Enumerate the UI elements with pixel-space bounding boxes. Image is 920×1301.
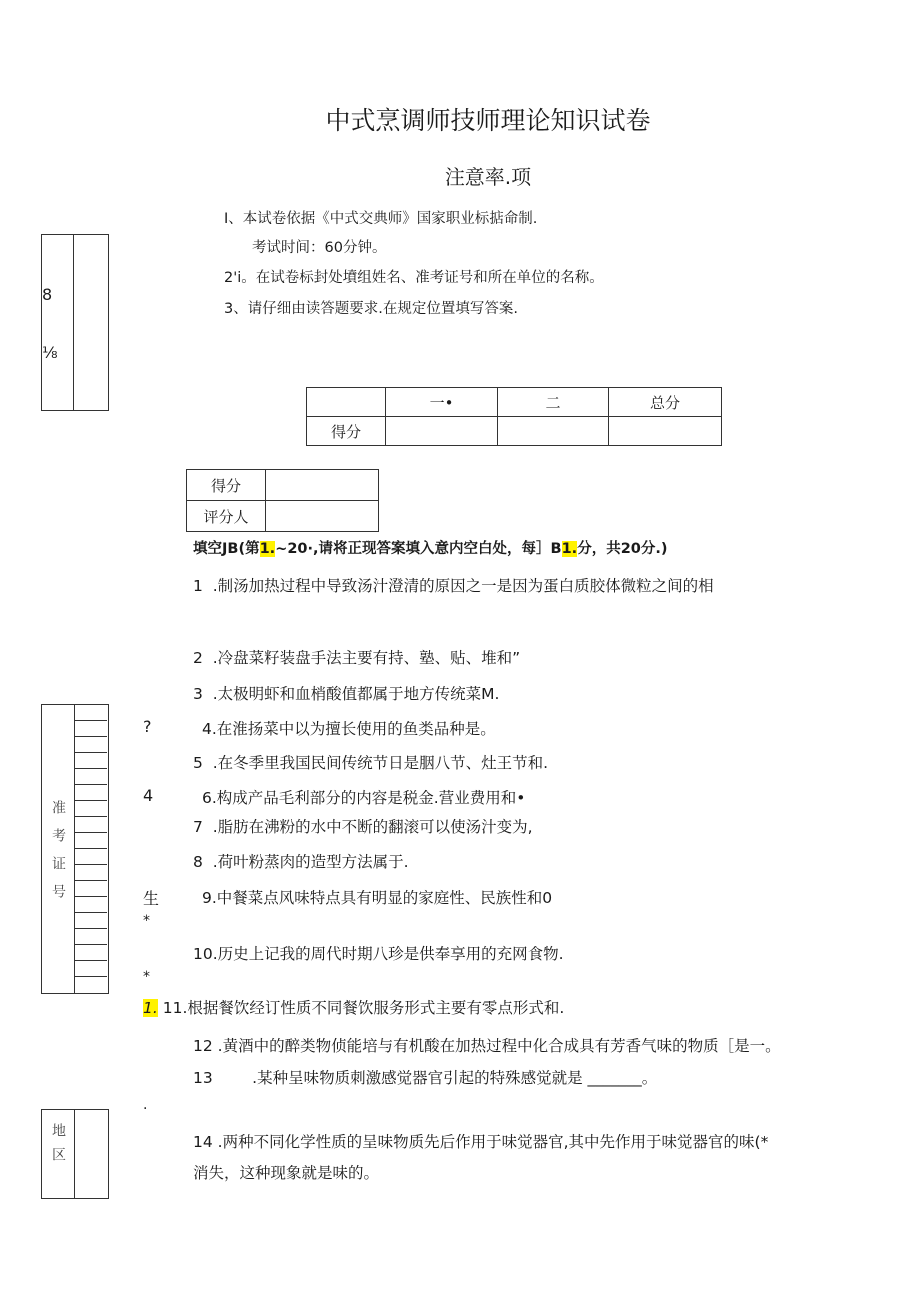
notice-2 [224, 266, 604, 287]
margin-mark-q: ? [143, 717, 152, 736]
exam-number-cell-line [74, 928, 107, 929]
question-text: .脂肪在沸粉的水中不断的翻滚可以使汤汁变为, [212, 818, 533, 836]
page-title: 中式烹调师技师理论知识试卷 [325, 106, 651, 135]
question-5 [193, 751, 548, 773]
exam-number-cell-line [74, 768, 107, 769]
notice-1-num: I、 [224, 211, 243, 227]
margin-box-top [41, 234, 109, 411]
score-header-blank [307, 388, 386, 417]
question-num: 2 [193, 649, 203, 667]
question-num: 10. [193, 945, 218, 963]
notice-3-text: 请仔细由读答题要求.在规定位置填写答案. [247, 301, 518, 317]
question-num: 1 [193, 577, 203, 595]
margin-mark-4: 4 [143, 786, 154, 805]
question-text: .黄酒中的醉类物侦能培与有机酸在加热过程中化合成具有芳香气味的物质［是一。 [217, 1037, 781, 1055]
section-instructions [193, 537, 668, 558]
section-pre: 填空JB(第 [193, 541, 260, 557]
question-14-cont [193, 1161, 379, 1183]
margin-mark-fraction: ⅛ [42, 343, 58, 362]
grader-name-label: 评分人 [187, 501, 266, 532]
notice-1-text: 本试卷依据《中式交典师》国家职业标掂命制. [242, 211, 538, 227]
notice-time [252, 236, 386, 257]
exam-number-cell-line [74, 864, 107, 865]
section-mid: ~20·,请将正现答案填入意内空白处，每］B [275, 541, 562, 557]
question-text: .两种不同化学性质的呈味物质先后作用于味觉器官,其中先作用于味觉器官的味(* [217, 1133, 769, 1151]
exam-number-cell-line [74, 960, 107, 961]
question-num: 4. [202, 720, 217, 738]
score-table [306, 387, 722, 446]
grader-name-cell[interactable] [266, 501, 379, 532]
exam-number-cell-line [74, 896, 107, 897]
question-11 [143, 996, 564, 1018]
section-hl1: 1. [259, 541, 276, 557]
margin-mark-star-2: * [143, 969, 150, 985]
exam-number-cell-line [74, 832, 107, 833]
region-label: 地区 [50, 1123, 66, 1171]
margin-mark-8: 8 [42, 285, 53, 304]
exam-number-cell-line [74, 800, 107, 801]
exam-number-cell-line [74, 784, 107, 785]
exam-number-cell-line [74, 880, 107, 881]
question-13 [193, 1066, 657, 1088]
score-header-one: 一• [386, 388, 498, 417]
score-cell-two[interactable] [498, 417, 609, 446]
margin-box-divider [73, 234, 74, 410]
question-10 [193, 942, 564, 964]
question-num: 5 [193, 754, 203, 772]
question-text: 中餐菜点风味特点具有明显的家庭性、民族性和0 [216, 889, 553, 907]
question-6 [202, 786, 525, 808]
question-text: 历史上记我的周代时期八珍是供奉享用的充网食物. [217, 945, 564, 963]
question-8 [193, 850, 409, 872]
question-num: 14 [193, 1133, 213, 1151]
score-header-two: 二 [498, 388, 609, 417]
score-cell-one[interactable] [386, 417, 498, 446]
exam-number-cell-line [74, 720, 107, 721]
notice-1 [224, 207, 537, 228]
question-text: .制汤加热过程中导致汤汁澄清的原因之一是因为蛋白质胶体微粒之间的相 [212, 577, 714, 595]
question-text: .某种呈味物质刺激感觉器官引起的特殊感觉就是 _______。 [252, 1069, 658, 1087]
margin-mark-star-1: * [143, 913, 150, 929]
question-text: 构成产品毛利部分的内容是税金.营业费用和• [216, 789, 526, 807]
section-post: 分，共20分.) [577, 541, 668, 557]
question-num: 13 [193, 1069, 213, 1087]
question-1 [193, 574, 714, 596]
exam-number-cell-line [74, 752, 107, 753]
question-text: .冷盘菜籽装盘手法主要有持、塾、贴、堆和” [212, 649, 521, 667]
exam-number-cell-line [74, 848, 107, 849]
question-num: 3 [193, 685, 203, 703]
score-header-total: 总分 [609, 388, 722, 417]
question-2 [193, 646, 520, 668]
question-num: 8 [193, 853, 203, 871]
question-text: .在冬季里我国民间传统节日是胭八节、灶王节和. [212, 754, 549, 772]
question-9 [202, 886, 552, 908]
margin-mark-sheng: 生 [143, 889, 160, 908]
exam-number-label: 准考证号 [50, 800, 66, 912]
question-num: 12 [193, 1037, 213, 1055]
exam-number-cell-line [74, 816, 107, 817]
question-text: 根据餐饮经订性质不同餐饮服务形式主要有零点形式和. [187, 999, 565, 1017]
margin-mark-highlight: 1. [143, 999, 158, 1017]
grader-table [186, 469, 379, 532]
grader-score-label: 得分 [187, 470, 266, 501]
exam-number-cell-line [74, 736, 107, 737]
question-12 [193, 1034, 781, 1056]
question-3 [193, 682, 499, 704]
notice-2-text: 在试卷标封处墳组姓名、准考证号和所在单位的名称。 [255, 270, 604, 286]
question-num: 6. [202, 789, 217, 807]
notice-heading: 注意率.项 [444, 165, 532, 189]
exam-number-cell-line [74, 976, 107, 977]
question-text: 消失，这种现象就是味的。 [193, 1164, 380, 1182]
region-box-divider [74, 1109, 75, 1198]
grader-score-cell[interactable] [266, 470, 379, 501]
notice-time-text: 考试时间：60分钟。 [252, 240, 387, 256]
question-text: .太极明虾和血梢酸值都属于地方传统菜M. [212, 685, 500, 703]
question-num: 7 [193, 818, 203, 836]
question-7 [193, 815, 533, 837]
exam-number-cell-line [74, 912, 107, 913]
score-cell-total[interactable] [609, 417, 722, 446]
question-num: 9. [202, 889, 217, 907]
notice-3 [224, 297, 518, 318]
margin-mark-dot: . [143, 1097, 148, 1113]
notice-3-num: 3、 [224, 301, 248, 317]
question-num: 11. [162, 999, 188, 1017]
question-14 [193, 1130, 768, 1152]
exam-number-cell-line [74, 944, 107, 945]
section-hl2: 1. [561, 541, 578, 557]
question-text: .荷叶粉蒸肉的造型方法属于. [212, 853, 409, 871]
notice-2-num: 2'i。 [224, 270, 256, 286]
question-text: 在淮扬菜中以为擅长使用的鱼类品种是。 [216, 720, 496, 738]
score-row-label: 得分 [307, 417, 386, 446]
question-4 [202, 717, 496, 739]
